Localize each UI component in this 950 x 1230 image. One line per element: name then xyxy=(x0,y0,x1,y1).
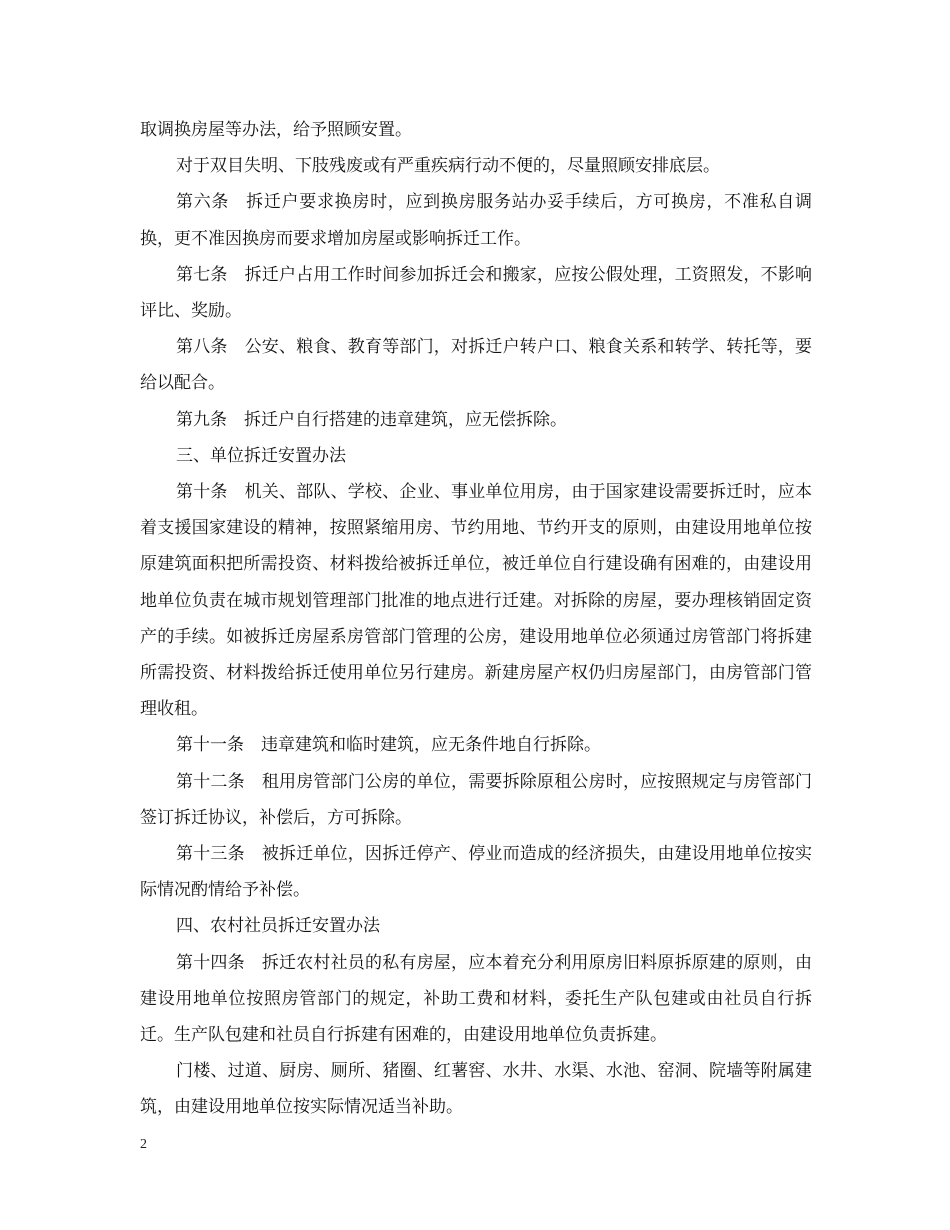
article-heading: 第十三条 xyxy=(176,844,245,865)
article-heading: 第七条 xyxy=(176,264,228,285)
section-title: 四、农村社员拆迁安置办法 xyxy=(176,916,380,937)
paragraph-text: 门楼、过道、厨房、厕所、猪圈、红薯窖、水井、水渠、水池、窑洞、院墙等附属建筑，由建设用地单位按实际情况适当补助。 xyxy=(140,1061,812,1118)
document-body xyxy=(140,112,812,1126)
article-7 xyxy=(140,257,812,329)
article-13 xyxy=(140,836,812,908)
article-11 xyxy=(140,727,812,763)
article-text: 违章建筑和临时建筑，应无条件地自行拆除。 xyxy=(261,735,601,756)
paragraph-continuation xyxy=(140,112,812,148)
article-heading: 第十一条 xyxy=(176,735,244,756)
article-heading: 第八条 xyxy=(176,337,228,358)
section-title: 三、单位拆迁安置办法 xyxy=(176,445,346,466)
article-heading: 第十四条 xyxy=(176,952,245,973)
article-heading: 第九条 xyxy=(176,409,227,430)
article-8 xyxy=(140,329,812,401)
article-text: 拆迁户占用工作时间参加拆迁会和搬家，应按公假处理，工资照发，不影响评比、奖励。 xyxy=(140,264,813,322)
article-heading: 第六条 xyxy=(176,192,230,213)
article-9 xyxy=(140,402,812,438)
paragraph-disabled-residents xyxy=(140,148,812,184)
article-heading: 第十条 xyxy=(176,482,228,503)
section-heading-3 xyxy=(140,438,812,474)
paragraph-text: 取调换房屋等办法，给予照顾安置。 xyxy=(140,120,412,140)
article-text: 拆迁户要求换房时，应到换房服务站办妥手续后，方可换房，不准私自调换，更不准因换房而要求增加房屋或影响拆迁工作。 xyxy=(140,192,813,249)
article-text: 被拆迁单位，因拆迁停产、停业而造成的经济损失，由建设用地单位按实际情况酌情给予补偿。 xyxy=(140,844,813,901)
article-text: 机关、部队、学校、企业、事业单位用房，由于国家建设需要拆迁时，应本着支援国家建设的精神，按照紧缩用房、节约用地、节约开支的原则，由建设用地单位按原建筑面积把所需投资、材料拨给被拆迁单位，被迁单位自行建设确有困难的，由建设用地单位负责在城市规划管理部门批准的地点进行迁建。对拆除的房屋，要办理核销固定资产的手续。如被拆迁房屋系房管部门管理的公房，建设用地单位必须通过房管部门将拆建所需投资、材料拨给拆迁使用单位另行建房。新建房屋产权仍归房屋部门，由房管部门管理收租。 xyxy=(140,482,813,720)
paragraph-auxiliary-buildings xyxy=(140,1053,812,1125)
article-heading: 第十二条 xyxy=(176,771,245,792)
article-6 xyxy=(140,184,812,256)
article-text: 租用房管部门公房的单位，需要拆除原租公房时，应按照规定与房管部门签订拆迁协议，补偿后，方可拆除。 xyxy=(140,771,813,828)
article-text: 公安、粮食、教育等部门，对拆迁户转户口、粮食关系和转学、转托等，要给以配合。 xyxy=(140,337,813,394)
paragraph-text: 对于双目失明、下肢残废或有严重疾病行动不便的，尽量照顾安排底层。 xyxy=(176,156,720,177)
article-10 xyxy=(140,474,812,727)
article-text: 拆迁户自行搭建的违章建筑，应无偿拆除。 xyxy=(244,409,567,430)
article-14 xyxy=(140,945,812,1054)
page-number: 2 xyxy=(140,1137,147,1152)
article-12 xyxy=(140,764,812,836)
section-heading-4 xyxy=(140,908,812,944)
article-text: 拆迁农村社员的私有房屋，应本着充分利用原房旧料原拆原建的原则，由建设用地单位按照房管部门的规定，补助工费和材料，委托生产队包建或由社员自行拆迁。生产队包建和社员自行拆建有困难的，由建设用地单位负责拆建。 xyxy=(140,952,813,1046)
